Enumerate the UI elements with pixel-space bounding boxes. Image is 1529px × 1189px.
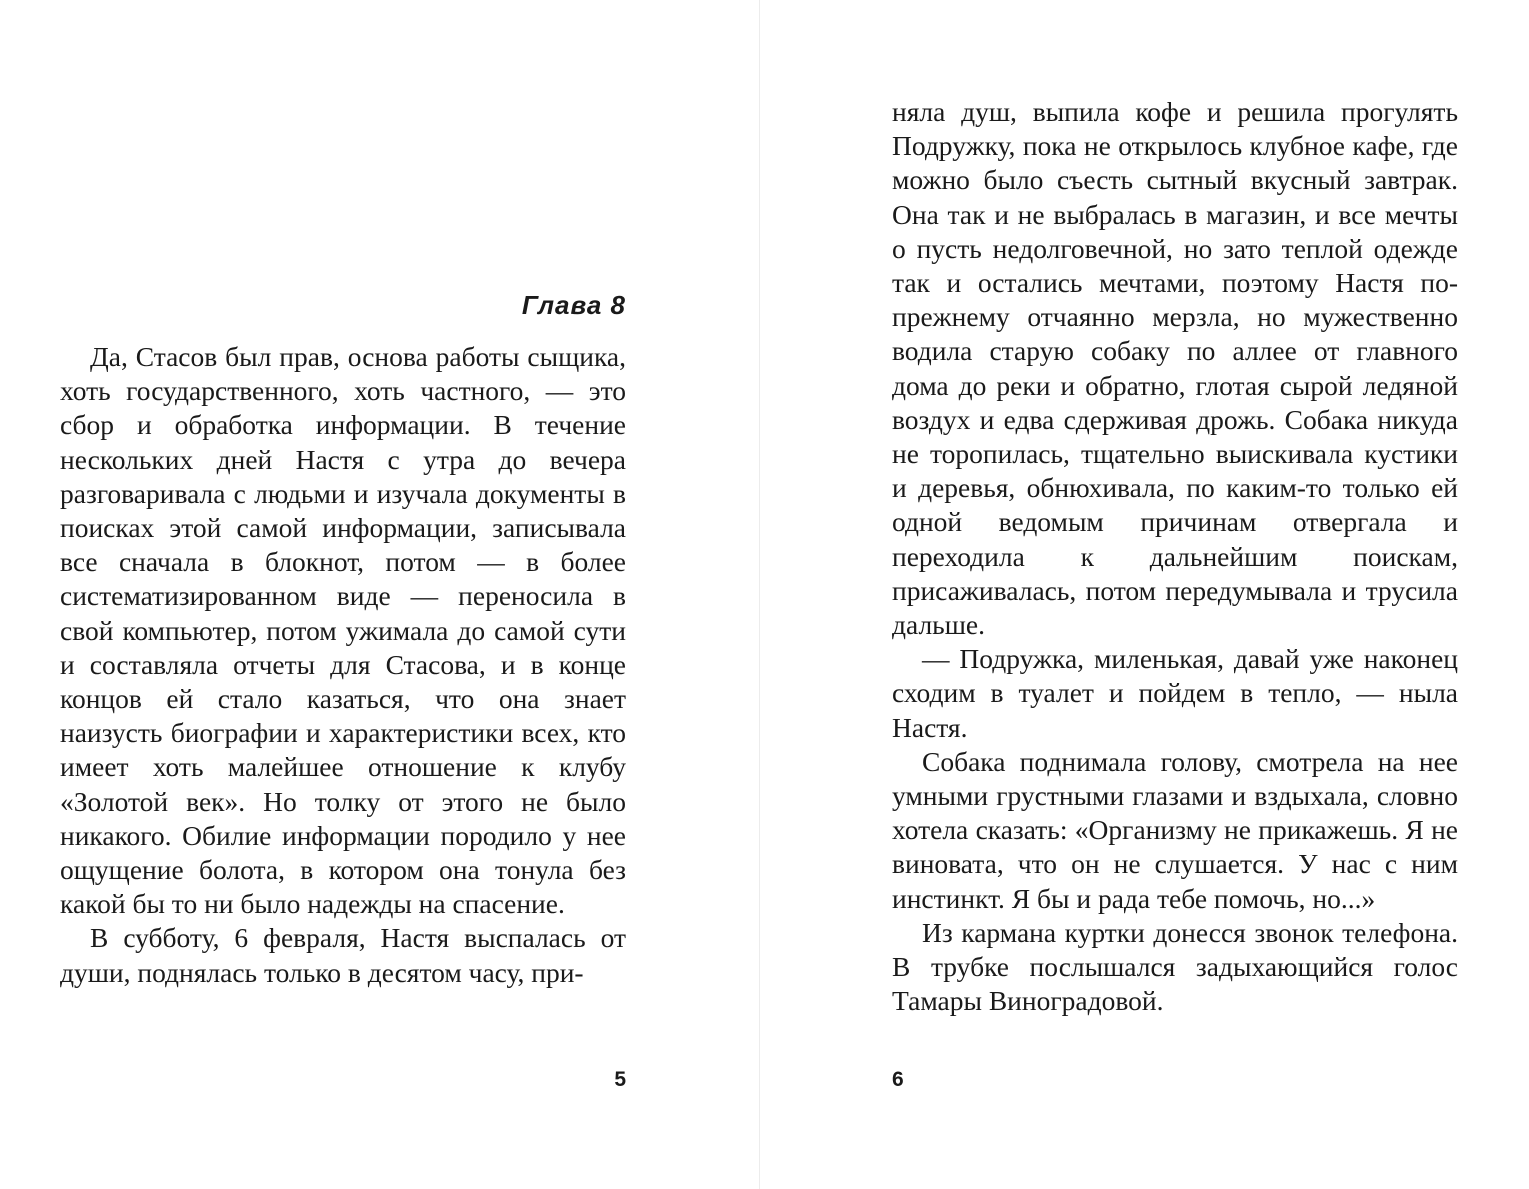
- paragraph: Да, Стасов был прав, основа работы сыщика, хоть государственного, хоть частного, — это сбор и обработка информации. В течение нескольких дней Настя с утра до вечера разговаривала с людьми и изучала документы в поисках этой самой информации, записывала все сначала в блокнот, потом — в более систематизированном виде — переносила в свой компьютер, потом ужимала до самой сути и составляла отчеты для Стасова, и в конце концов ей стало казаться, что она знает наизусть биографии и характеристики всех, кто имеет хоть малейшее отношение к клубу «Золотой век». Но толку от этого не было никакого. Обилие информации породило у нее ощущение болота, в котором она тонула без какой бы то ни было надежды на спасение.: [60, 341, 626, 920]
- right-page-text: [892, 95, 1458, 1018]
- page-number: 6: [892, 1068, 904, 1091]
- page-number: 5: [614, 1068, 626, 1091]
- right-page: [760, 0, 1529, 1189]
- paragraph: Из кармана куртки донесся звонок телефона. В трубке послышался задыхающийся голос Тамары Виноградовой.: [892, 916, 1458, 1017]
- paragraph: Собака поднимала голову, смотрела на нее умными грустными глазами и вздыхала, словно хотела сказать: «Организму не прикажешь. Я не виновата, что он не слушается. У нас с ним инстинкт. Я бы и рада тебе помочь, но...»: [892, 745, 1458, 914]
- paragraph: В субботу, 6 февраля, Настя выспалась от души, поднялась только в десятом часу, при-: [60, 922, 626, 988]
- paragraph: — Подружка, миленькая, давай уже наконец сходим в туалет и пойдем в тепло, — ныла Настя.: [892, 643, 1458, 743]
- left-page: [0, 0, 759, 1189]
- paragraph: няла душ, выпила кофе и решила прогулять Подружку, пока не открылось клубное кафе, где можно было съесть сытный вкусный завтрак. Она так и не выбралась в магазин, и все мечты о пусть недолговечной, но зато теплой одежде так и остались мечтами, поэтому Настя по-прежнему отчаянно мерзла, но мужественно водила старую собаку по аллее от главного дома до реки и обратно, глотая сырой ледяной воздух и едва сдерживая дрожь. Собака никуда не торопилась, тщательно выискивала кустики и деревья, обнюхивала, по каким-то только ей одной ведомым причинам отвергала и переходила к дальнейшим поискам, присаживалась, потом передумывала и трусила дальше.: [892, 96, 1458, 641]
- chapter-heading: Глава 8: [521, 290, 626, 320]
- left-page-text: [60, 340, 626, 990]
